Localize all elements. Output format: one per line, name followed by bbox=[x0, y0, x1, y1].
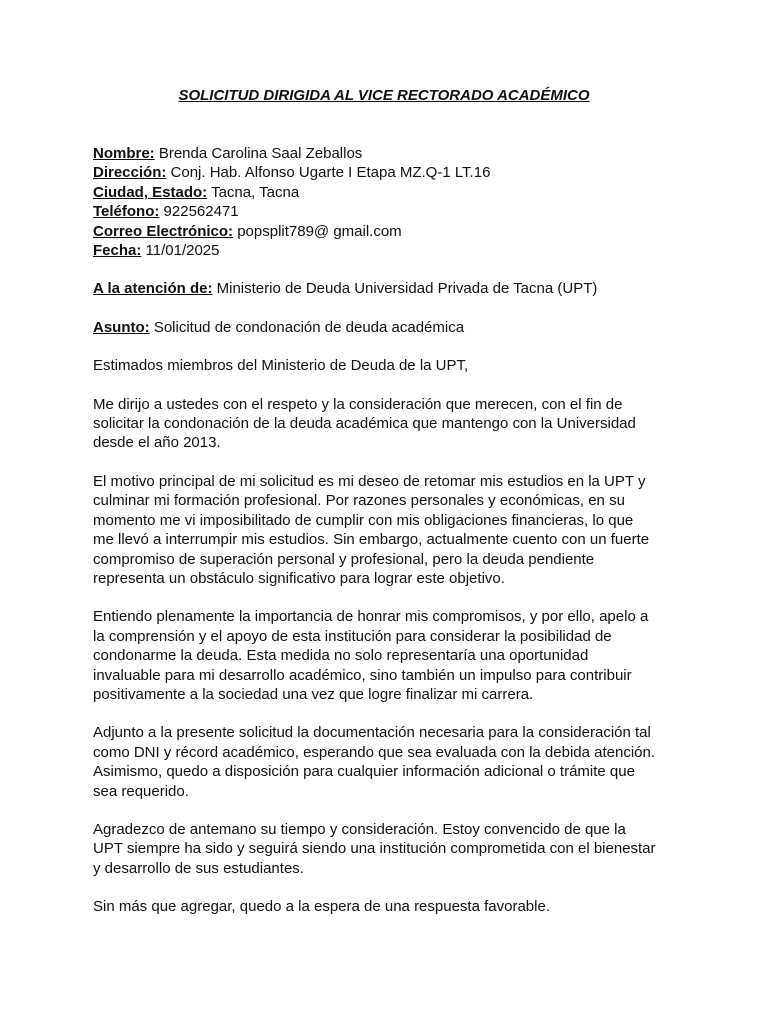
paragraph-line: Sin más que agregar, quedo a la espera de una respuesta favorable. bbox=[93, 898, 550, 916]
field-telefono bbox=[93, 202, 693, 221]
paragraph-line: invaluable para mi desarrollo académico, sino también un impulso para contribuir bbox=[93, 666, 632, 684]
paragraph-line: condonarme la deuda. Esta medida no solo representaría una oportunidad bbox=[93, 647, 589, 665]
field-direccion bbox=[93, 163, 693, 182]
attention-value: Ministerio de Deuda Universidad Privada de Tacna (UPT) bbox=[212, 280, 598, 298]
field-label: Ciudad, Estado: bbox=[93, 183, 208, 201]
attention-line bbox=[93, 279, 693, 298]
field-correo bbox=[93, 222, 693, 241]
field-label: Correo Electrónico: bbox=[93, 222, 234, 240]
field-label: Nombre: bbox=[93, 145, 155, 162]
greeting: Estimados miembros del Ministerio de Deuda de la UPT, bbox=[93, 357, 469, 375]
paragraph-line: como DNI y récord académico, esperando que sea evaluada con la debida atención. bbox=[93, 743, 656, 761]
contact-block bbox=[93, 144, 693, 260]
paragraph-line: Adjunto a la presente solicitud la documentación necesaria para la consideración tal bbox=[93, 724, 651, 742]
closing-paragraph bbox=[93, 897, 693, 916]
paragraph-line: compromiso de superación personal y profesional, pero la deuda pendiente bbox=[93, 550, 595, 568]
paragraph-line: y desarrollo de sus estudiantes. bbox=[93, 859, 304, 877]
paragraph-line: positivamente a la sociedad una vez que logre finalizar mi carrera. bbox=[93, 685, 534, 703]
paragraph-line: El motivo principal de mi solicitud es mi deseo de retomar mis estudios en la UPT y bbox=[93, 472, 646, 490]
paragraph-line: desde el año 2013. bbox=[93, 434, 221, 452]
field-value: popsplit789@ gmail.com bbox=[233, 222, 402, 240]
paragraph-3 bbox=[93, 607, 693, 704]
paragraph-line: Entiendo plenamente la importancia de honrar mis compromisos, y por ello, apelo a bbox=[93, 608, 649, 626]
paragraph-line: UPT siempre ha sido y seguirá siendo una institución comprometida con el bienestar bbox=[93, 840, 656, 858]
paragraph-line: sea requerido. bbox=[93, 782, 189, 800]
field-value: Tacna, Tacna bbox=[207, 183, 300, 201]
subject-value: Solicitud de condonación de deuda académica bbox=[149, 318, 465, 336]
paragraph-line: culminar mi formación profesional. Por razones personales y económicas, en su bbox=[93, 492, 625, 510]
field-fecha bbox=[93, 241, 693, 260]
paragraph-line: me llevó a interrumpir mis estudios. Sin embargo, actualmente cuento con un fuerte bbox=[93, 531, 650, 549]
field-ciudad bbox=[93, 183, 693, 202]
letter-body bbox=[93, 144, 693, 917]
subject-line bbox=[93, 318, 693, 337]
field-label: Fecha: bbox=[93, 242, 142, 260]
field-value: 11/01/2025 bbox=[141, 242, 220, 260]
field-value: 922562471 bbox=[159, 203, 239, 221]
paragraph-4 bbox=[93, 723, 693, 801]
paragraph-5 bbox=[93, 820, 693, 878]
document-title: SOLICITUD DIRIGIDA AL VICE RECTORADO ACADÉMICO bbox=[178, 87, 590, 104]
paragraph-line: momento me vi imposibilitado de cumplir con mis obligaciones financieras, lo que bbox=[93, 511, 634, 529]
paragraph-2 bbox=[93, 472, 693, 588]
paragraph-line: Agradezco de antemano su tiempo y consideración. Estoy convencido de que la bbox=[93, 820, 626, 838]
paragraph-1 bbox=[93, 395, 693, 453]
paragraph-line: Me dirijo a ustedes con el respeto y la consideración que merecen, con el fin de bbox=[93, 395, 623, 413]
attention-label: A la atención de: bbox=[93, 280, 213, 298]
field-value: Conj. Hab. Alfonso Ugarte I Etapa MZ.Q-1 LT.16 bbox=[166, 164, 491, 182]
subject-label: Asunto: bbox=[93, 318, 150, 336]
paragraph-line: solicitar la condonación de la deuda académica que mantengo con la Universidad bbox=[93, 415, 636, 433]
field-nombre bbox=[93, 144, 693, 163]
field-label: Dirección: bbox=[93, 164, 167, 182]
field-value: Brenda Carolina Saal Zeballos bbox=[154, 145, 363, 162]
paragraph-line: representa un obstáculo significativo para lograr este objetivo. bbox=[93, 569, 505, 587]
paragraph-line: la comprensión y el apoyo de esta institución para considerar la posibilidad de bbox=[93, 627, 612, 645]
field-label: Teléfono: bbox=[93, 203, 160, 221]
paragraph-line: Asimismo, quedo a disposición para cualquier información adicional o trámite que bbox=[93, 763, 635, 781]
